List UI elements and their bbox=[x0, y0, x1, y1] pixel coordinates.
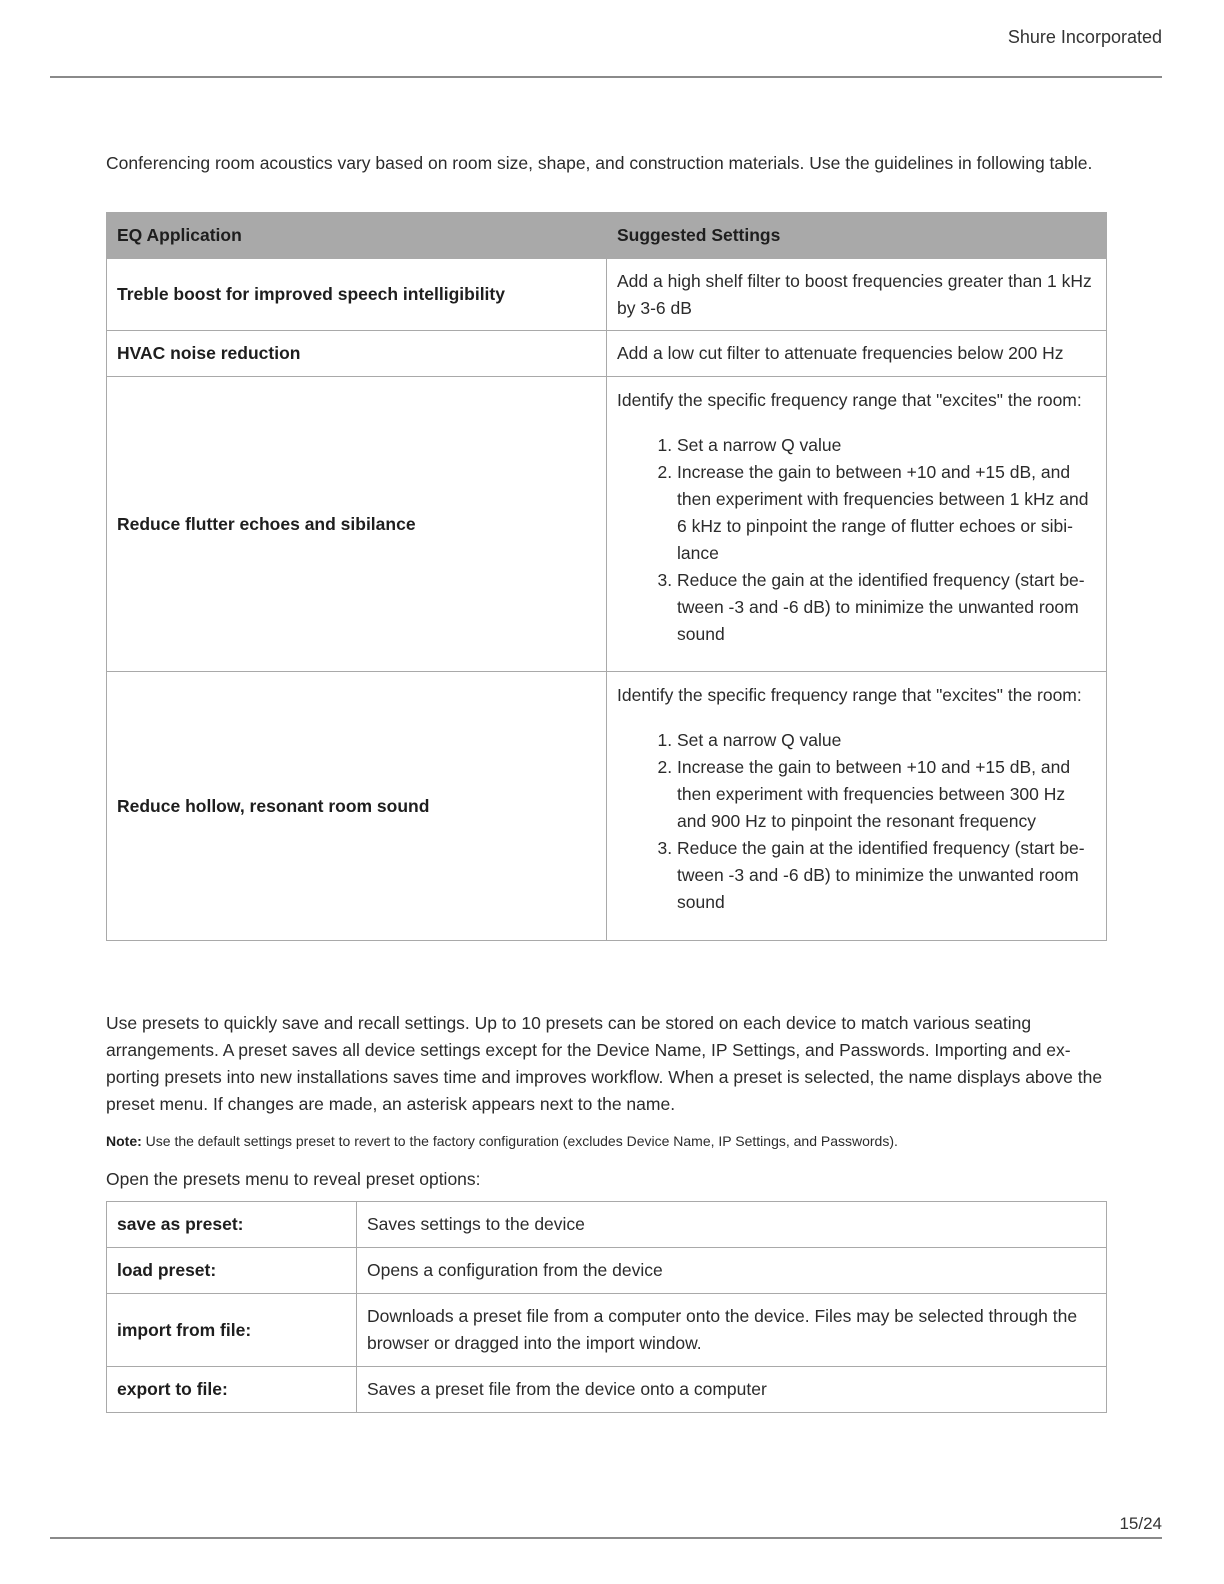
eq-application-cell: Reduce flutter echoes and sibilance bbox=[107, 377, 607, 672]
steps-list bbox=[617, 727, 1096, 916]
preset-description-cell: Opens a configuration from the device bbox=[357, 1248, 1107, 1294]
note-label: Note: bbox=[106, 1133, 142, 1149]
suggested-setting-cell: Add a high shelf filter to boost frequencies greater than 1 kHz by 3-6 dB bbox=[607, 259, 1107, 331]
preset-options-table bbox=[106, 1201, 1107, 1413]
table-row bbox=[107, 1248, 1107, 1294]
list-item: 3. Reduce the gain at the identified frequency (start between -3 and -6 dB) to minimize the unwanted room sound bbox=[677, 567, 1096, 648]
eq-application-cell: Reduce hollow, resonant room sound bbox=[107, 672, 607, 941]
list-item: 2. Increase the gain to between +10 and +15 dB, and then experiment with frequencies between 1 kHz and 6 kHz to pinpoint the range of flutter echoes or sibilance bbox=[677, 459, 1096, 567]
table-row bbox=[107, 1294, 1107, 1367]
list-item: 1. Set a narrow Q value bbox=[677, 432, 1096, 459]
setting-intro-text: Identify the specific frequency range that "excites" the room: bbox=[617, 685, 1082, 705]
preset-description-cell: Saves a preset file from the device onto a computer bbox=[357, 1367, 1107, 1413]
column-header: Suggested Settings bbox=[607, 213, 1107, 259]
header-divider bbox=[50, 76, 1162, 78]
suggested-setting-cell: Add a low cut filter to attenuate frequencies below 200 Hz bbox=[607, 331, 1107, 377]
note bbox=[106, 1131, 898, 1151]
list-item: 1. Set a narrow Q value bbox=[677, 727, 1096, 754]
table-header-row bbox=[107, 213, 1107, 259]
presets-paragraph: Use presets to quickly save and recall settings. Up to 10 presets can be stored on each device to match various seating arrangements. A preset saves all device settings except for the Device Name, IP Settings, and Passwords. Importing and exporting presets into new installations saves time and improves workflow. When a preset is selected, the name displays above the preset menu. If changes are made, an asterisk appears next to the name. bbox=[106, 1013, 1103, 1114]
preset-option-cell: load preset: bbox=[107, 1248, 357, 1294]
list-item: 3. Reduce the gain at the identified frequency (start between -3 and -6 dB) to minimize the unwanted room sound bbox=[677, 835, 1096, 916]
eq-application-cell: HVAC noise reduction bbox=[107, 331, 607, 377]
open-presets-text: Open the presets menu to reveal preset options: bbox=[106, 1169, 481, 1189]
eq-application-cell: Treble boost for improved speech intelligibility bbox=[107, 259, 607, 331]
preset-option-cell: export to file: bbox=[107, 1367, 357, 1413]
intro-paragraph: Conferencing room acoustics vary based on room size, shape, and construction materials. Use the guidelines in following table. bbox=[106, 153, 1093, 173]
table-row bbox=[107, 331, 1107, 377]
preset-option-cell: save as preset: bbox=[107, 1202, 357, 1248]
table-row bbox=[107, 377, 1107, 672]
note-text: Use the default settings preset to revert to the factory configuration (excludes Device Name, IP Settings, and Passwords). bbox=[145, 1133, 898, 1149]
steps-list bbox=[617, 432, 1096, 648]
page-number: 15/24 bbox=[1119, 1514, 1162, 1533]
eq-guidelines-table bbox=[106, 212, 1107, 941]
preset-description-cell: Downloads a preset file from a computer onto the device. Files may be selected through the browser or dragged into the import window. bbox=[357, 1294, 1107, 1367]
header-company-name: Shure Incorporated bbox=[1007, 27, 1162, 47]
table-row bbox=[107, 1202, 1107, 1248]
table-row bbox=[107, 259, 1107, 331]
suggested-setting-cell bbox=[607, 377, 1107, 672]
footer-divider bbox=[50, 1537, 1162, 1539]
preset-option-cell: import from file: bbox=[107, 1294, 357, 1367]
preset-description-cell: Saves settings to the device bbox=[357, 1202, 1107, 1248]
column-header: EQ Application bbox=[107, 213, 607, 259]
table-row bbox=[107, 672, 1107, 941]
list-item: 2. Increase the gain to between +10 and +15 dB, and then experiment with frequencies between 300 Hz and 900 Hz to pinpoint the resonant frequency bbox=[677, 754, 1096, 835]
table-row bbox=[107, 1367, 1107, 1413]
suggested-setting-cell bbox=[607, 672, 1107, 941]
setting-intro-text: Identify the specific frequency range that "excites" the room: bbox=[617, 390, 1082, 410]
